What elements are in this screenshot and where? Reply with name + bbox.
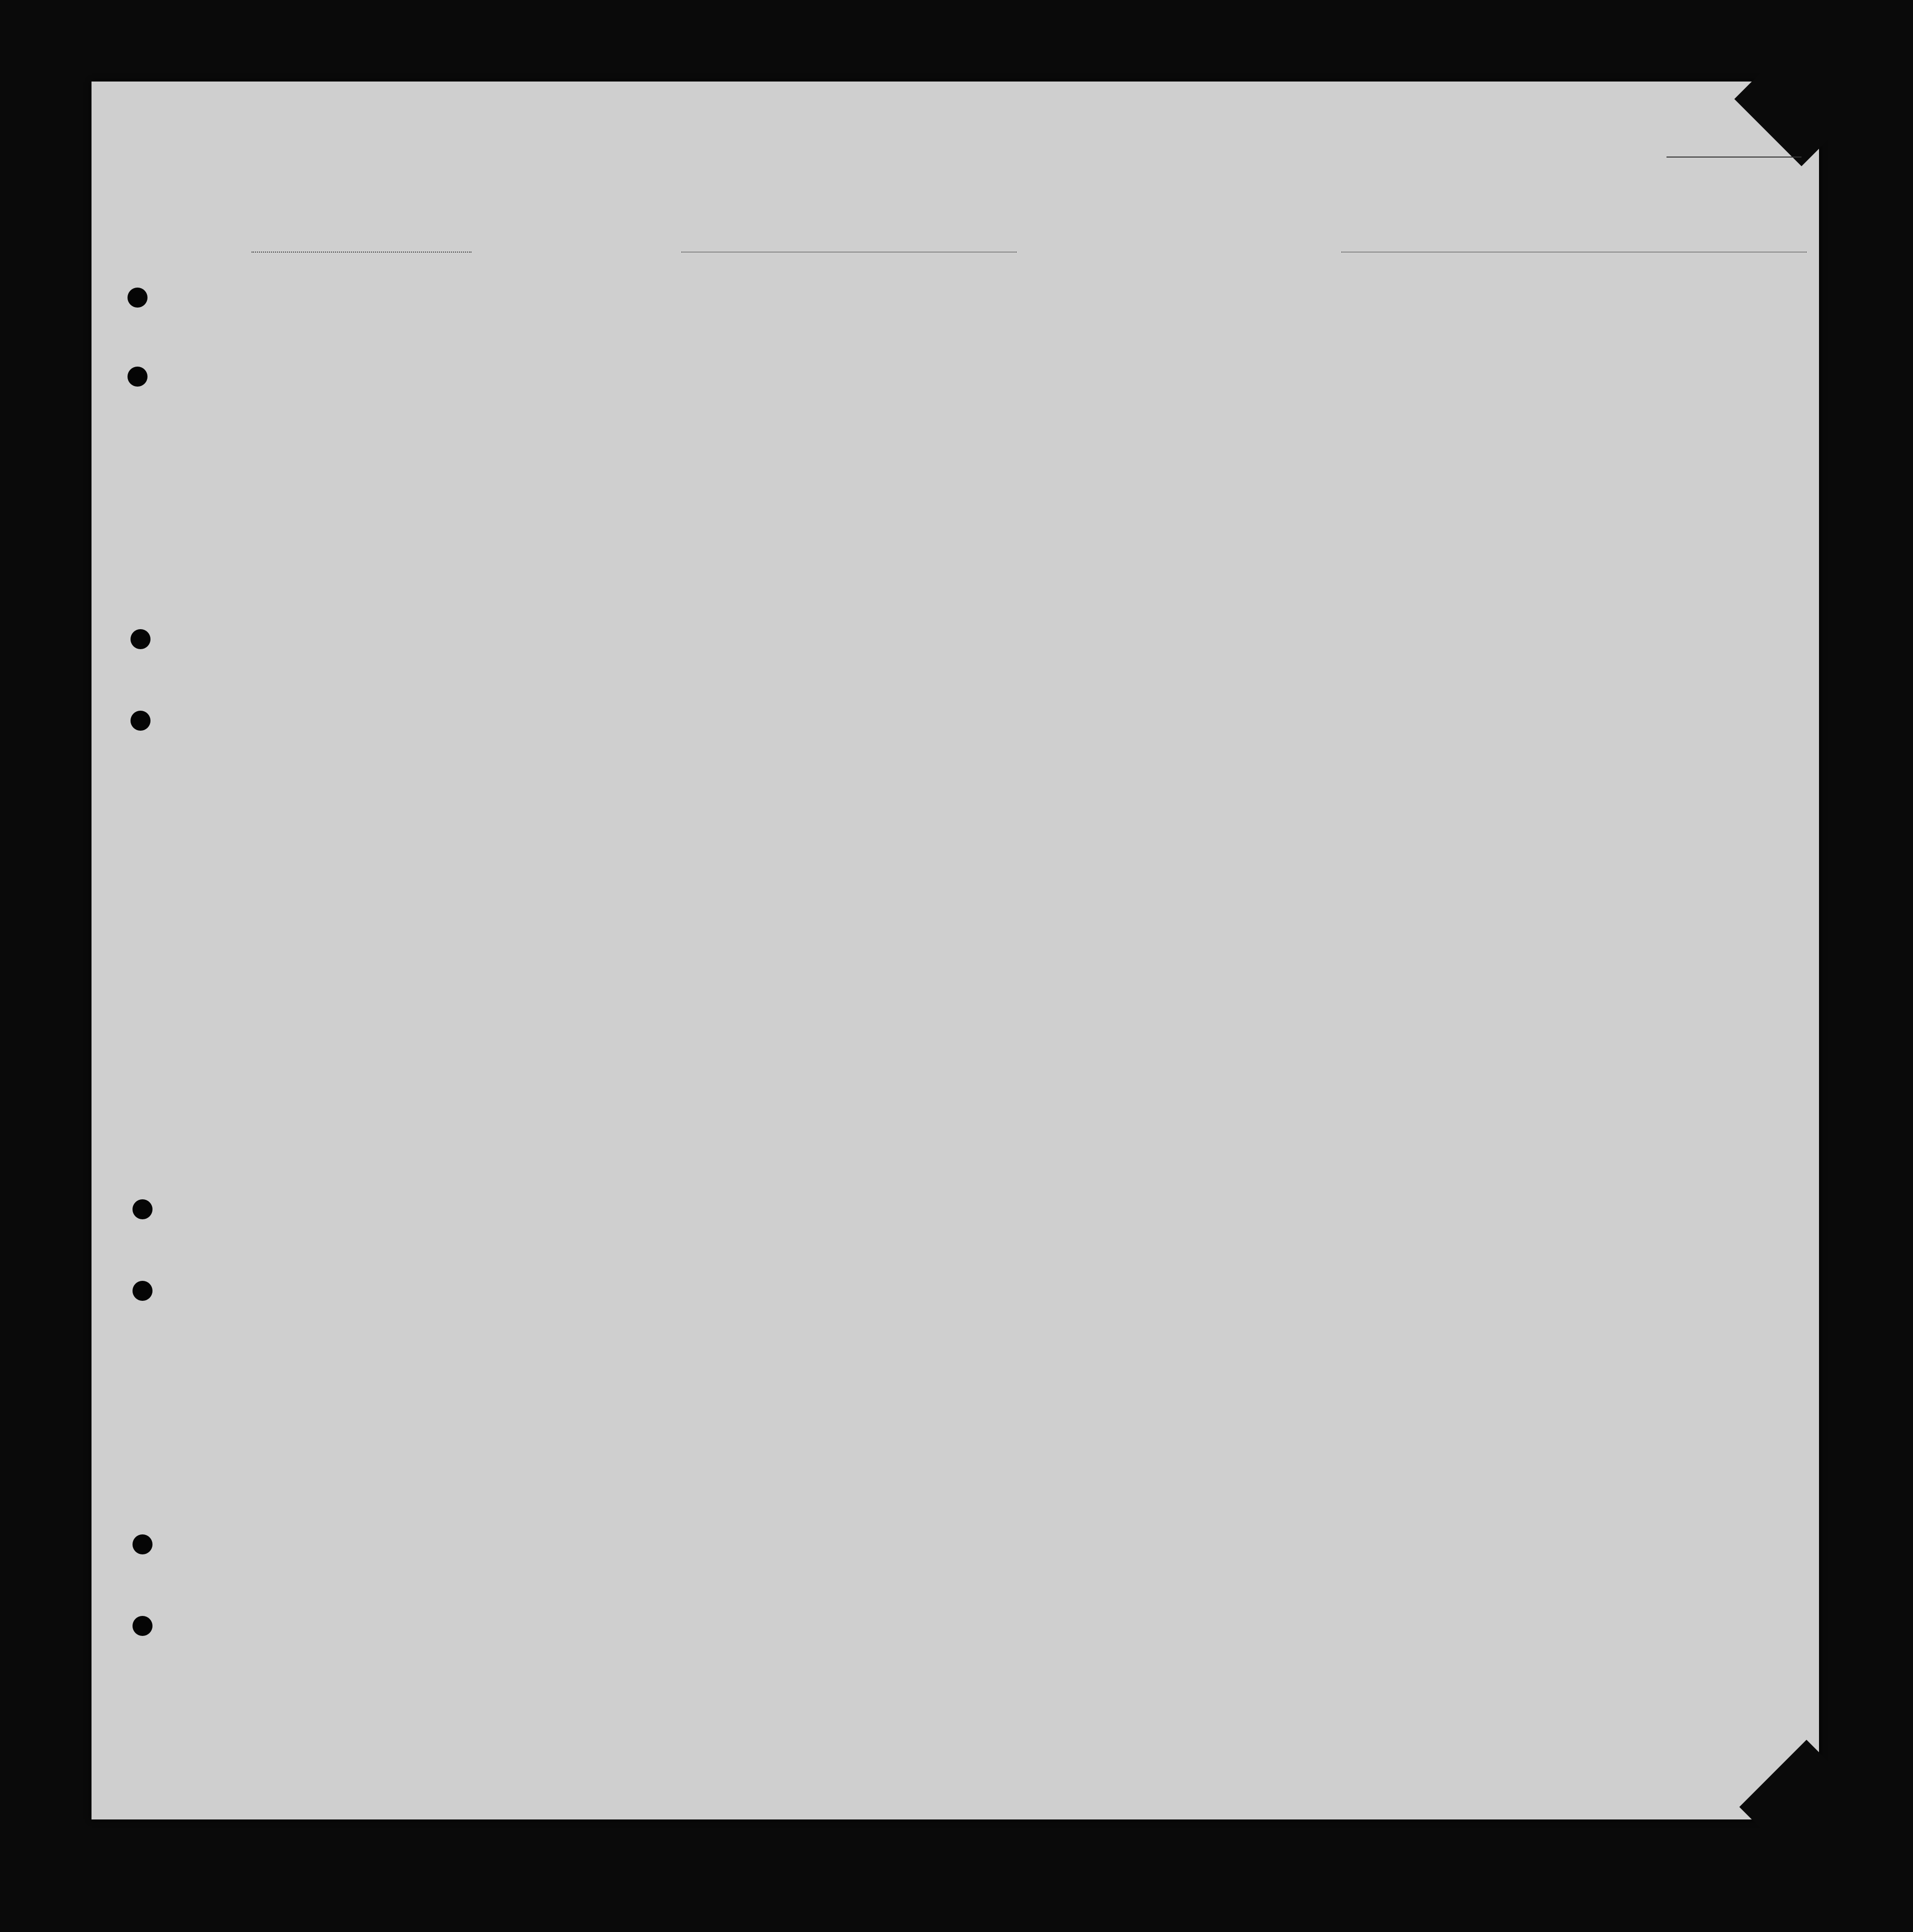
- manifest-sheet: [92, 82, 1819, 1819]
- punch-hole: [132, 1534, 152, 1554]
- punch-hole: [128, 288, 148, 308]
- manifest-grid: [92, 82, 1819, 1819]
- punch-hole: [132, 1199, 152, 1219]
- punch-hole: [132, 1616, 152, 1636]
- punch-hole: [132, 1281, 152, 1301]
- punch-hole: [128, 367, 148, 387]
- punch-hole: [130, 629, 150, 649]
- punch-hole: [130, 711, 150, 731]
